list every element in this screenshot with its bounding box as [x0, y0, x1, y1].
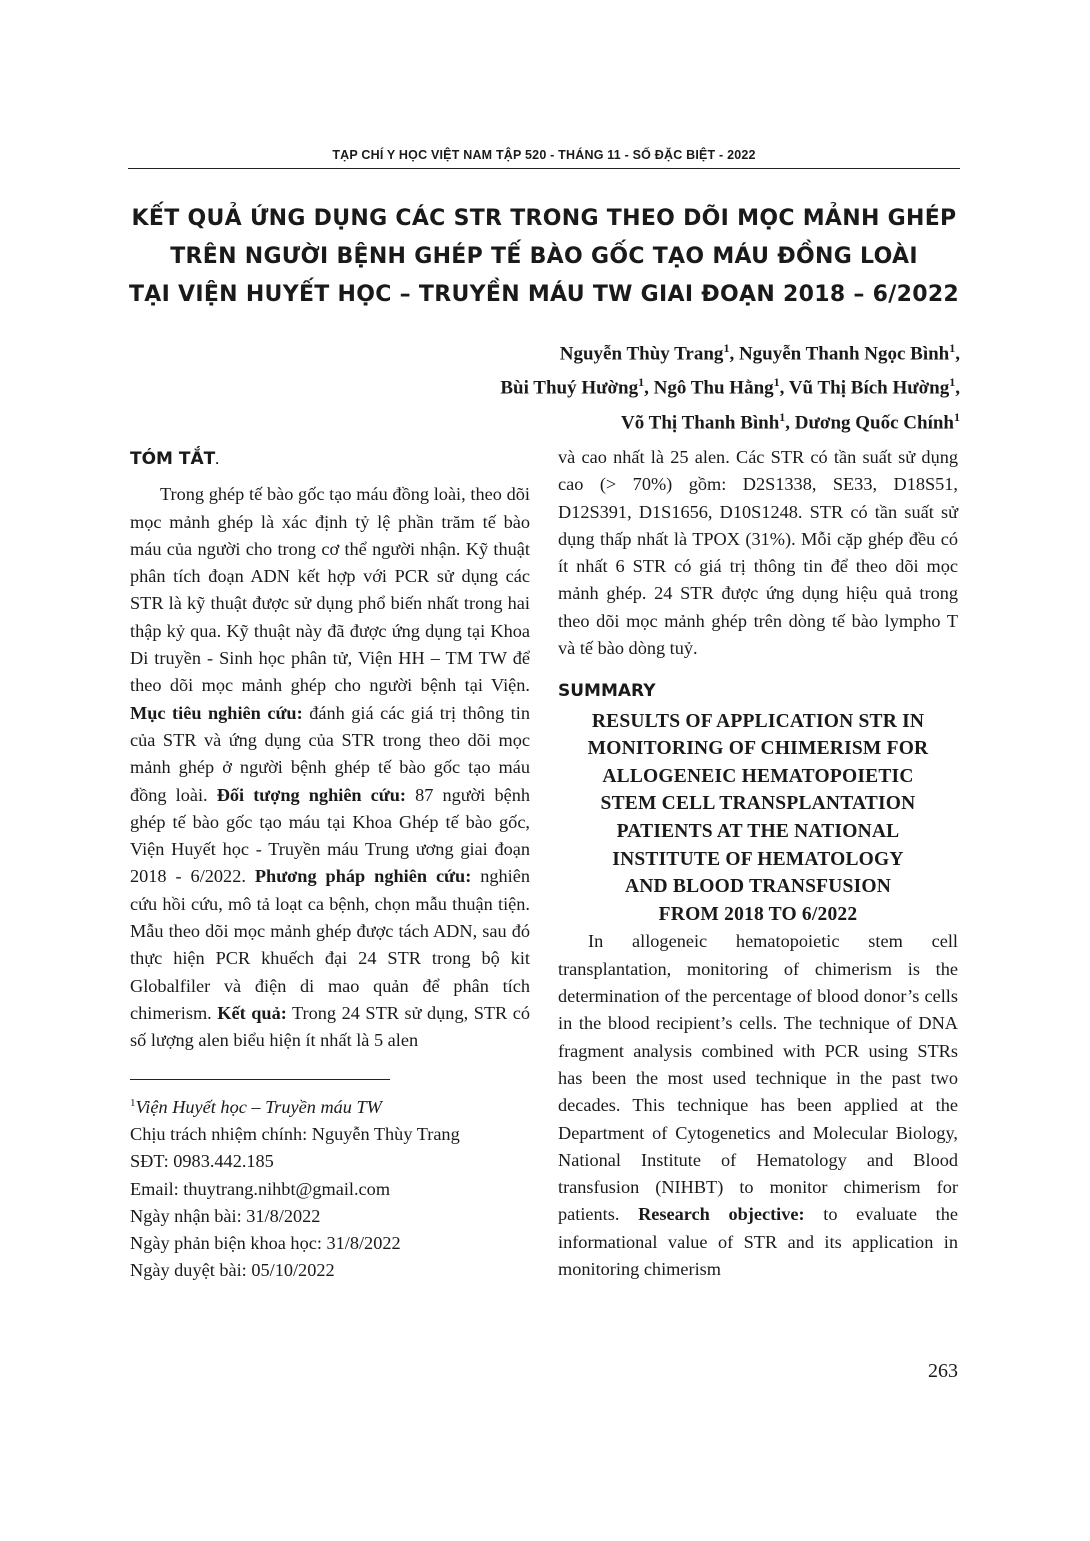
- english-title: [558, 708, 958, 929]
- author-separator: ,: [955, 377, 960, 399]
- affiliation-mark: 1: [949, 341, 956, 355]
- affiliation-mark: 1: [779, 409, 786, 424]
- author-name: Võ Thị Thanh Bình: [621, 411, 780, 433]
- abstract-intro: Trong ghép tế bào gốc tạo máu đồng loài, theo dõi mọc mảnh ghép là xác định tỷ lệ phần trăm tế bào máu của người cho trong cơ thể người nhận. Kỹ thuật phân tích đoạn ADN kết hợp với PCR sử dụng các STR là kỹ thuật được sử dụng phổ biến nhất trong hai thập kỷ qua. Kỹ thuật này đã được ứng dụng tại Khoa Di truyền - Sinh học phân tử, Viện HH – TM TW để theo dõi mọc mảnh ghép cho người bệnh tại Viện.: [130, 484, 530, 696]
- english-title-line: PATIENTS AT THE NATIONAL: [616, 821, 900, 843]
- footnote-email: Email: thuytrang.nihbt@gmail.com: [130, 1178, 391, 1199]
- author-name: Nguyễn Thanh Ngọc Bình: [738, 343, 950, 365]
- affiliation-mark: 1: [723, 341, 730, 355]
- abstract-heading: TÓM TẮT.: [130, 449, 220, 469]
- author-line-1: [260, 334, 960, 368]
- english-title-line: INSTITUTE OF HEMATOLOGY: [612, 848, 904, 870]
- research-objective-label: Research objective:: [638, 1204, 805, 1225]
- author-separator: ,: [779, 377, 789, 399]
- footnote-mark: 1: [130, 1096, 136, 1109]
- abstract-results-continued: và cao nhất là 25 alen. Các STR có tần suất sử dụng cao (> 70%) gồm: D2S1338, SE33, D18S51, D12S391, D1S1656, D10S1248. STR có tần suất sử dụng thấp nhất là TPOX (31%). Mỗi cặp ghép đều có ít nhất 6 STR có giá trị thông tin để theo dõi mọc mảnh ghép. 24 STR được ứng dụng hiệu quả trong theo dõi mọc mảnh ghép trên dòng tế bào lympho T và tế bào dòng tuỷ.: [558, 447, 958, 659]
- abstract-paragraph: [130, 481, 530, 1054]
- footnote-affiliation: $^1$Viện Huyết học – Truyền máu TW: [130, 1096, 382, 1117]
- summary-body: In allogeneic hematopoietic stem cell transplantation, monitoring of chimerism is the determination of the percentage of blood donor’s cells in the blood recipient’s cells. The technique of DNA fragment analysis combined with PCR using STRs has been the most used technique in the past two decades. This technique has been applied at the Department of Cytogenetics and Molecular Biology, National Institute of Hematology and Blood transfusion (NIHBT) to monitor chimerism for patients.: [558, 931, 958, 1225]
- english-title-line: MONITORING OF CHIMERISM FOR: [587, 738, 929, 760]
- author-name: Nguyễn Thùy Trang: [559, 343, 724, 365]
- author-name: Dương Quốc Chính: [794, 411, 954, 433]
- affiliation-mark: 1: [638, 375, 645, 390]
- methods-label: Phương pháp nghiên cứu:: [254, 866, 472, 887]
- author-name: Ngô Thu Hằng: [653, 377, 774, 399]
- author-name: Vũ Thị Bích Hường: [788, 377, 950, 399]
- title-line-3: TẠI VIỆN HUYẾT HỌC – TRUYỀN MÁU TW GIAI ĐOẠN 2018 – 6/2022: [128, 282, 960, 307]
- objective-text: đánh giá các giá trị thông tin của STR và ứng dụng của STR trong theo dõi mọc mảnh ghép ở người bệnh ghép tế bào gốc tạo máu đồng loài.: [130, 702, 530, 805]
- english-title-line: RESULTS OF APPLICATION STR IN: [591, 710, 925, 732]
- footnote-reviewed: Ngày phản biện khoa học: 31/8/2022: [130, 1233, 401, 1254]
- results-text: Trong 24 STR sử dụng, STR có số lượng alen biểu hiện ít nhất là 5 alen: [130, 1002, 531, 1051]
- header-rule: [128, 168, 960, 169]
- affiliation-mark: 1: [954, 409, 960, 424]
- footnote-received: Ngày nhận bài: 31/8/2022: [130, 1205, 321, 1226]
- summary-paragraph: [558, 928, 958, 1283]
- article-title: [128, 200, 960, 314]
- left-column: [130, 444, 530, 1285]
- english-title-line: FROM 2018 TO 6/2022: [658, 903, 858, 925]
- footnote-accepted: Ngày duyệt bài: 05/10/2022: [130, 1260, 335, 1281]
- subjects-text: 87 người bệnh ghép tế bào gốc tạo máu tại Khoa Ghép tế bào gốc, Viện Huyết học - Truyền máu Trung ương giai đoạn 2018 - 6/2022.: [130, 784, 530, 887]
- affiliation-mark: 1: [773, 375, 780, 390]
- english-title-line: ALLOGENEIC HEMATOPOIETIC: [602, 765, 914, 787]
- author-separator: ,: [644, 377, 654, 399]
- english-title-line: AND BLOOD TRANSFUSION: [624, 876, 892, 898]
- right-column: [558, 444, 958, 1283]
- title-line-1: KẾT QUẢ ỨNG DỤNG CÁC STR TRONG THEO DÕI MỌC MẢNH GHÉP: [131, 206, 957, 231]
- footnote-rule: [130, 1079, 390, 1080]
- english-title-line: STEM CELL TRANSPLANTATION: [600, 793, 916, 815]
- author-separator: ,: [729, 343, 739, 365]
- research-objective-text: to evaluate the informational value of STR and its application in monitoring chimerism: [558, 1204, 958, 1279]
- title-line-2: TRÊN NGƯỜI BỆNH GHÉP TẾ BÀO GỐC TẠO MÁU ĐỒNG LOÀI: [170, 244, 918, 269]
- subjects-label: Đối tượng nghiên cứu:: [216, 784, 407, 805]
- affiliation-mark: 1: [949, 375, 956, 390]
- author-separator: ,: [785, 411, 795, 433]
- summary-heading: SUMMARY: [558, 681, 656, 702]
- footnote-phone: SĐT: 0983.442.185: [130, 1151, 274, 1172]
- author-name: Bùi Thuý Hường: [500, 377, 639, 399]
- author-line-2: [260, 368, 960, 402]
- objective-label: Mục tiêu nghiên cứu:: [130, 702, 303, 723]
- author-separator: ,: [955, 343, 960, 365]
- running-header: TẠP CHÍ Y HỌC VIỆT NAM TẬP 520 - THÁNG 11 - SỐ ĐẶC BIỆT - 2022: [332, 148, 756, 162]
- results-label: Kết quả:: [217, 1002, 287, 1023]
- author-list: [260, 334, 960, 437]
- methods-text: nghiên cứu hồi cứu, mô tả loạt ca bệnh, chọn mẫu thuận tiện. Mẫu theo dõi mọc mảnh ghép được tách ADN, sau đó thực hiện PCR khuếch đại 24 STR trong bộ kit Globalfiler và điện di mao quản để phân tích chimerism.: [130, 866, 531, 1023]
- footnote-corresponding: Chịu trách nhiệm chính: Nguyễn Thùy Trang: [130, 1123, 460, 1144]
- page-number: 263: [928, 1360, 958, 1382]
- author-line-3: [260, 403, 960, 437]
